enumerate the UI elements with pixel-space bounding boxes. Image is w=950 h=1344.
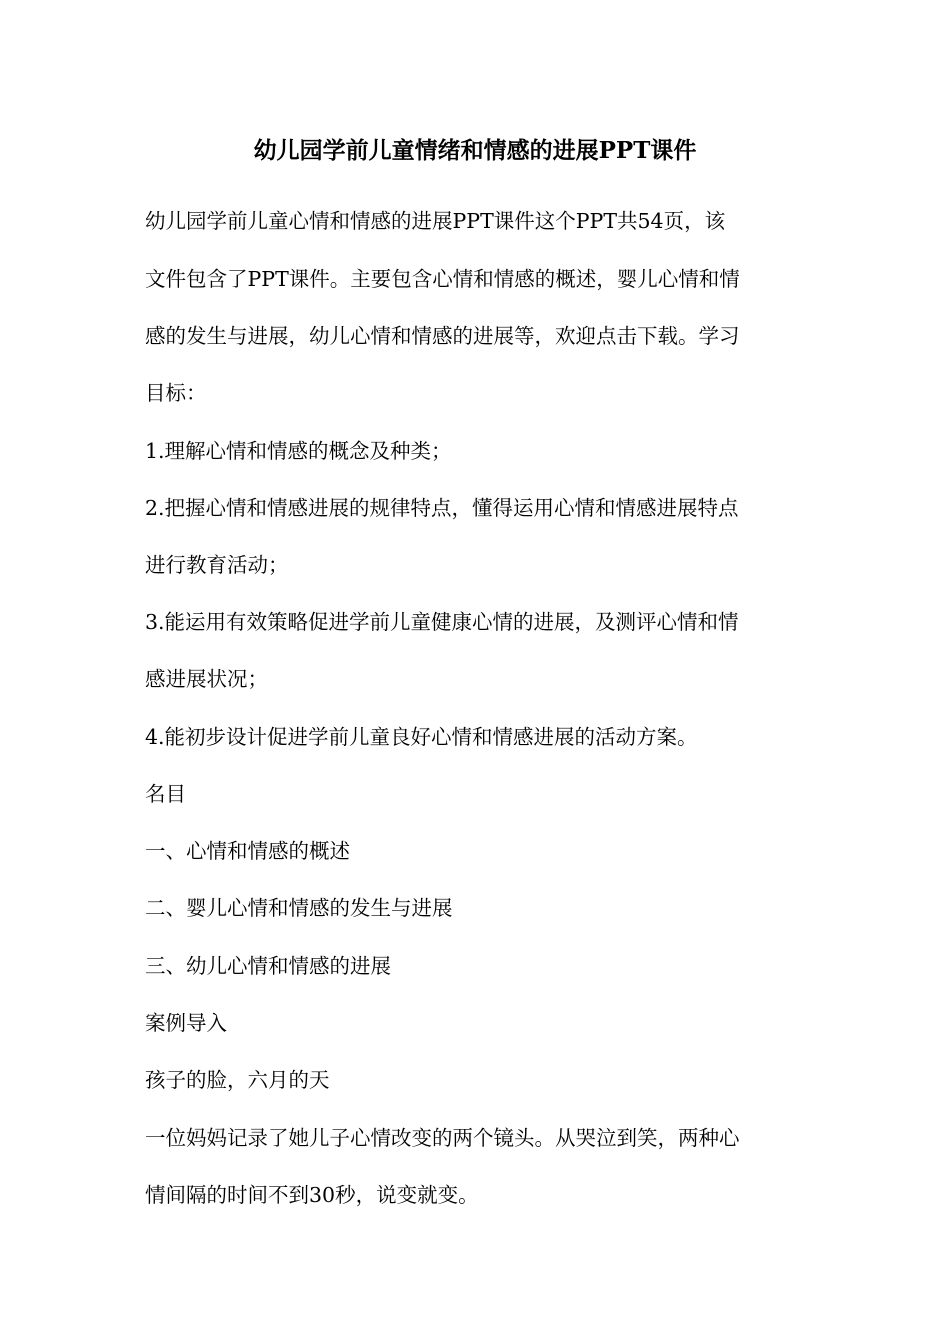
- case-line: 情间隔的时间不到30秒，说变就变。: [145, 1183, 479, 1207]
- intro-line: 感的发生与进展，幼儿心情和情感的进展等，欢迎点击下载。学习: [145, 324, 740, 348]
- goal-line: 3.能运用有效策略促进学前儿童健康心情的进展，及测评心情和情: [145, 610, 739, 634]
- goal-line: 2.把握心情和情感进展的规律特点，懂得运用心情和情感进展特点: [145, 496, 739, 520]
- goal-line: 感进展状况；: [145, 667, 268, 691]
- intro-line: 目标：: [145, 381, 207, 405]
- goal-line: 1.理解心情和情感的概念及种类；: [145, 439, 452, 463]
- case-title: 孩子的脸，六月的天: [145, 1068, 330, 1092]
- toc-heading: 名目: [145, 782, 186, 806]
- document-title: 幼儿园学前儿童情绪和情感的进展PPT课件: [253, 137, 697, 164]
- intro-line: 文件包含了PPT课件。主要包含心情和情感的概述，婴儿心情和情: [145, 267, 740, 291]
- case-heading: 案例导入: [145, 1011, 227, 1035]
- intro-line: 幼儿园学前儿童心情和情感的进展PPT课件这个PPT共54页，该: [145, 209, 726, 233]
- toc-item: 二、婴儿心情和情感的发生与进展: [145, 896, 453, 920]
- toc-item: 一、心情和情感的概述: [145, 839, 350, 863]
- goal-line: 进行教育活动；: [145, 553, 289, 577]
- case-line: 一位妈妈记录了她儿子心情改变的两个镜头。从哭泣到笑，两种心: [145, 1126, 740, 1150]
- toc-item: 三、幼儿心情和情感的进展: [145, 954, 391, 978]
- goal-line: 4.能初步设计促进学前儿童良好心情和情感进展的活动方案。: [145, 725, 698, 749]
